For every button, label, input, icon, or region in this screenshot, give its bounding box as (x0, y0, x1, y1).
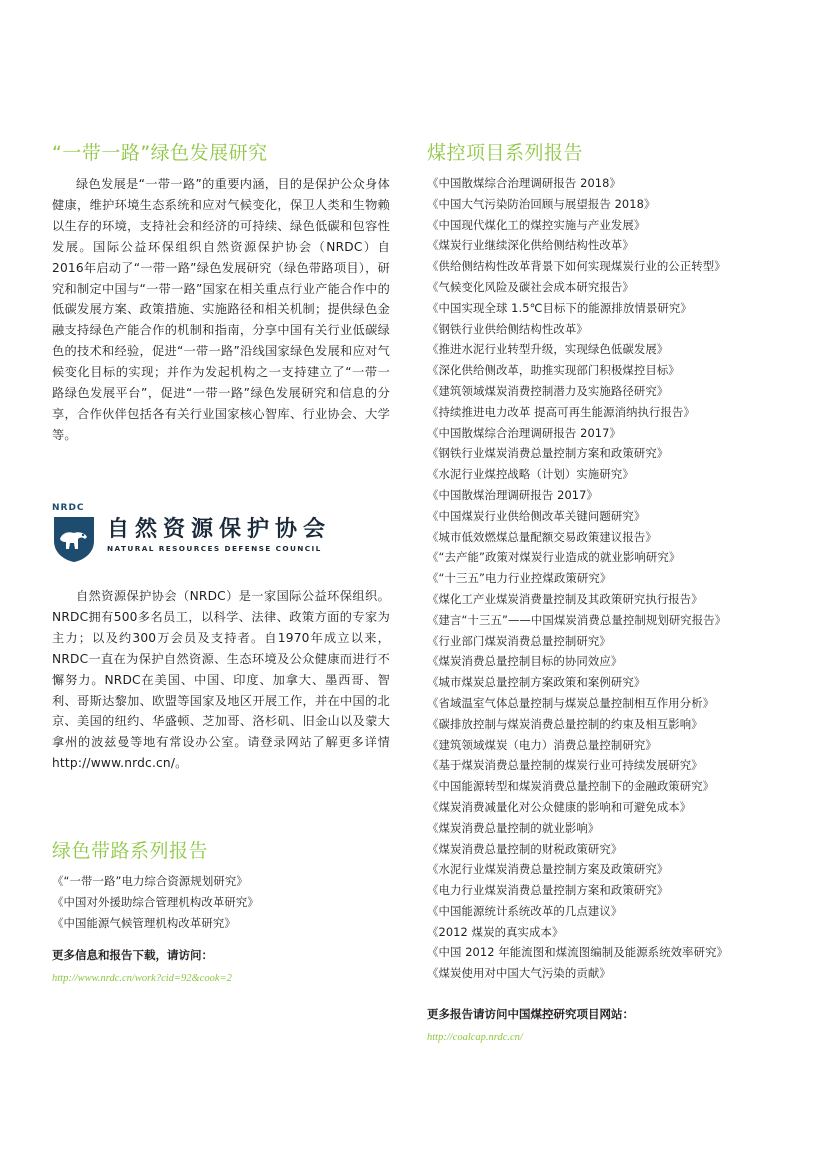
report-item: 《省域温室气体总量控制与煤炭总量控制相互作用分析》 (427, 695, 715, 710)
report-item: 《电力行业煤炭消费总量控制方案和政策研究》 (427, 883, 669, 898)
report-item: 《煤炭使用对中国大气污染的贡献》 (427, 966, 611, 981)
report-item: 《深化供给侧改革，助推实现部门积极煤控目标》 (427, 363, 680, 378)
report-item: 《“十三五”电力行业控煤政策研究》 (427, 571, 612, 586)
report-item: 《供给侧结构性改革背景下如何实现煤炭行业的公正转型》 (427, 259, 726, 274)
report-item: 《中国现代煤化工的煤控实施与产业发展》 (427, 217, 646, 232)
more-reports-label: 更多报告请访问中国煤控研究项目网站： (427, 1007, 634, 1022)
report-item: 《煤炭行业继续深化供给侧结构性改革》 (427, 238, 634, 253)
left-column (52, 140, 390, 446)
report-item: 《煤炭消费总量控制的财税政策研究》 (427, 841, 623, 856)
report-item: 《煤炭消费减量化对公众健康的影响和可避免成本》 (427, 799, 692, 814)
nrdc-report-link[interactable]: http://www.nrdc.cn/work?cid=92&cook=2 (52, 973, 232, 985)
report-item: 《煤化工产业煤炭消费量控制及其政策研究执行报告》 (427, 591, 703, 606)
section-title-coal-reports: 煤控项目系列报告 (427, 142, 584, 164)
report-item: 《“一带一路”电力综合资源规划研究》 (52, 874, 248, 888)
green-report-list (52, 871, 390, 933)
report-item: 《建筑领域煤炭消费控制潜力及实施路径研究》 (427, 383, 669, 398)
report-item: 《行业部门煤炭消费总量控制研究》 (427, 633, 611, 648)
nrdc-abbr: NRDC (52, 503, 85, 513)
report-item: 《基于煤炭消费总量控制的煤炭行业可持续发展研究》 (427, 758, 703, 773)
report-item: 《中国散煤综合治理调研报告 2017》 (427, 425, 621, 440)
section-title-belt-road: “一带一路”绿色发展研究 (52, 142, 268, 164)
report-item: 《气候变化风险及碳社会成本研究报告》 (427, 279, 634, 294)
report-item: 《中国实现全球 1.5℃目标下的能源排放情景研究》 (427, 300, 692, 315)
coal-report-list (427, 173, 787, 984)
bear-shield-icon (52, 515, 96, 563)
report-item: 《推进水泥行业转型升级，实现绿色低碳发展》 (427, 342, 669, 357)
report-item: 《水泥行业煤控战略（计划）实施研究》 (427, 467, 634, 482)
nrdc-paragraph: 自然资源保护协会（NRDC）是一家国际公益环保组织。NRDC拥有500多名员工，以科学、法律、政策方面的专家为主力；以及约300万会员及支持者。自1970年成立以来，NRDC一直在为保护自然资源、生态环境及公众健康而进行不懈努力。NRDC在美国、中国、印度、加拿大、墨西哥、智利、哥斯达黎加、欧盟等国家及地区开展工作，并在中国的北京、美国的纽约、华盛顿、芝加哥、洛杉矶、旧金山以及蒙大拿州的波兹曼等地有常设办公室。请登录网站了解更多详情 http://www.nrdc.cn/。 (52, 589, 390, 771)
green-belt-road-reports (52, 838, 390, 984)
report-item: 《碳排放控制与煤炭消费总量控制的约束及相互影响》 (427, 716, 703, 731)
report-item: 《城市低效燃煤总量配额交易政策建议报告》 (427, 529, 657, 544)
report-item: 《建言“十三五”——中国煤炭消费总量控制规划研究报告》 (427, 612, 727, 627)
section-title-green-reports: 绿色带路系列报告 (52, 840, 209, 862)
report-item: 《2012 煤炭的真实成本》 (427, 924, 564, 939)
coalcap-link[interactable]: http://coalcap.nrdc.cn/ (427, 1032, 523, 1044)
report-item: 《建筑领域煤炭（电力）消费总量控制研究》 (427, 737, 657, 752)
nrdc-name-cn: 自然资源保护协会 (107, 517, 332, 542)
report-item: 《“去产能”政策对煤炭行业造成的就业影响研究》 (427, 550, 681, 565)
more-info-label: 更多信息和报告下载，请访问： (52, 948, 213, 963)
right-column (427, 140, 787, 1043)
report-item: 《持续推进电力改革 提高可再生能源消纳执行报告》 (427, 404, 696, 419)
belt-road-paragraph: 绿色发展是“一带一路”的重要内涵，目的是保护公众身体健康，维护环境生态系统和应对气候变化，保卫人类和生物赖以生存的环境，支持社会和经济的可持续、绿色低碳和包容性发展。国际公益环保组织自然资源保护协会（NRDC）自2016年启动了“一带一路”绿色发展研究（绿色带路项目），研究和制定中国与“一带一路”国家在相关重点行业产能合作中的低碳发展方案、政策措施、实施路径和相关机制；提供绿色金融支持绿色产能合作的机制和指南，分享中国有关行业低碳绿色的技术和经验，促进“一带一路”沿线国家绿色发展和应对气候变化目标的实现；并作为发起机构之一支持建立了“一带一路绿色发展平台”，促进“一带一路”绿色发展研究和信息的分享，合作伙伴包括各有关行业国家核心智库、行业协会、大学等。 (52, 177, 390, 442)
nrdc-logo (52, 503, 352, 565)
report-item: 《中国能源气候管理机构改革研究》 (52, 915, 236, 930)
nrdc-name-en: NATURAL RESOURCES DEFENSE COUNCIL (107, 544, 322, 553)
report-item: 《中国 2012 年能流图和煤流图编制及能源系统效率研究》 (427, 945, 729, 960)
report-item: 《中国散煤综合治理调研报告 2018》 (427, 176, 621, 190)
report-item: 《中国煤炭行业供给侧改革关键问题研究》 (427, 508, 646, 523)
report-item: 《煤炭消费总量控制的就业影响》 (427, 820, 600, 835)
report-item: 《中国散煤治理调研报告 2017》 (427, 487, 598, 502)
nrdc-intro (52, 586, 390, 774)
report-item: 《中国能源转型和煤炭消费总量控制下的金融政策研究》 (427, 779, 715, 794)
report-item: 《中国大气污染防治回顾与展望报告 2018》 (427, 196, 656, 211)
report-item: 《水泥行业煤炭消费总量控制方案及政策研究》 (427, 862, 669, 877)
report-item: 《煤炭消费总量控制目标的协同效应》 (427, 654, 623, 669)
report-item: 《中国能源统计系统改革的几点建议》 (427, 903, 623, 918)
report-item: 《钢铁行业煤炭消费总量控制方案和政策研究》 (427, 446, 669, 461)
report-item: 《钢铁行业供给侧结构性改革》 (427, 321, 588, 336)
report-item: 《城市煤炭总量控制方案政策和案例研究》 (427, 675, 646, 690)
report-item: 《中国对外援助综合管理机构改革研究》 (52, 894, 259, 909)
